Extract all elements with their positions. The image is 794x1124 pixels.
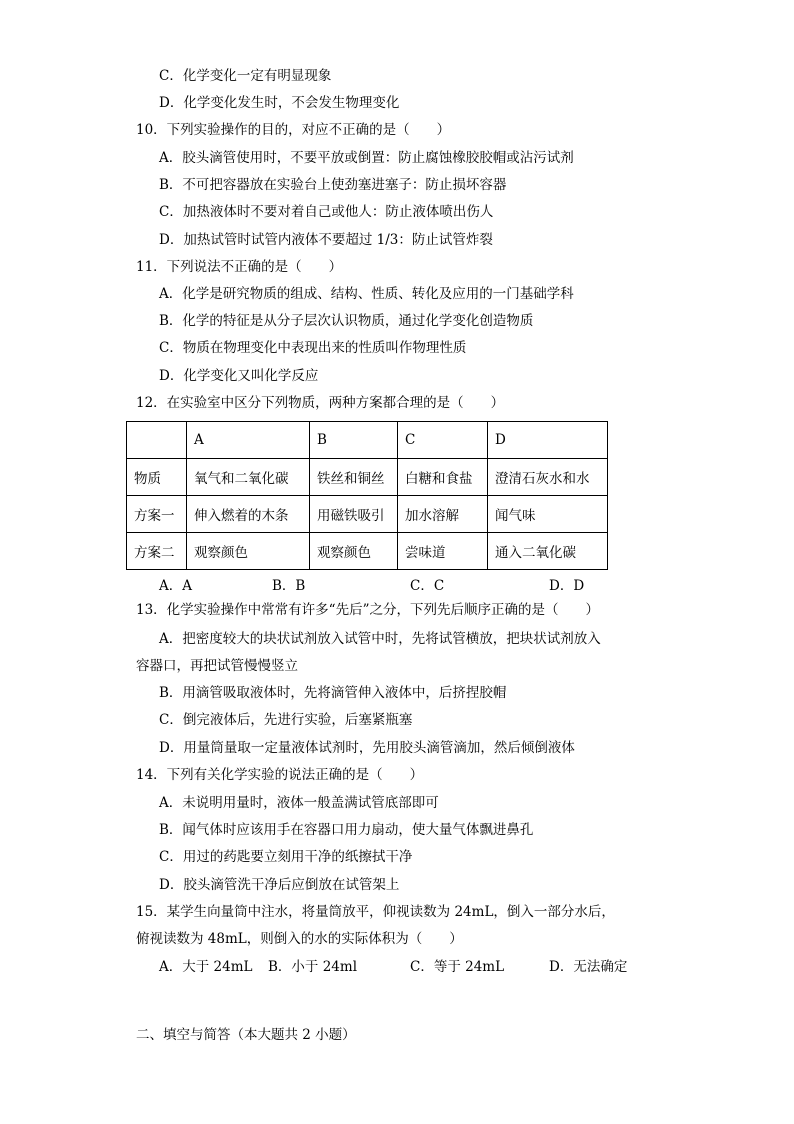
table-row <box>127 496 608 533</box>
table-header-cell: A <box>187 422 310 459</box>
table-cell: 尝味道 <box>398 533 488 570</box>
table-header-cell: D <box>488 422 608 459</box>
q13-option-a: A．把密度较大的块状试剂放入试管中时，先将试管横放，把块状试剂放入 <box>159 631 601 647</box>
q15-answer-b: B．小于 24ml <box>268 959 358 975</box>
table-cell: 加水溶解 <box>398 496 488 533</box>
table-cell: 通入二氧化碳 <box>488 533 608 570</box>
table-cell: 用磁铁吸引 <box>310 496 398 533</box>
q13-option-a-continued: 容器口，再把试管慢慢竖立 <box>136 658 298 674</box>
table-cell: 闻气味 <box>488 496 608 533</box>
q12-answer-a: A．A <box>159 578 192 594</box>
q10-option-b: B．不可把容器放在实验台上使劲塞进塞子：防止损坏容器 <box>159 177 507 193</box>
section-heading: 二、填空与简答（本大题共 2 小题） <box>136 1027 356 1043</box>
table-cell: 白糖和食盐 <box>398 459 488 496</box>
q12-answer-c: C．C <box>410 578 445 594</box>
q9-option-d: D．化学变化发生时，不会发生物理变化 <box>159 95 400 111</box>
q14-option-d: D．胶头滴管洗干净后应倒放在试管架上 <box>159 877 400 893</box>
q15-answer-a: A．大于 24mL <box>159 959 253 975</box>
table-cell: 氧气和二氧化碳 <box>187 459 310 496</box>
q11-option-c: C．物质在物理变化中表现出来的性质叫作物理性质 <box>159 340 467 356</box>
q14-option-a: A．未说明用量时，液体一般盖满试管底部即可 <box>159 795 439 811</box>
q11-option-d: D．化学变化又叫化学反应 <box>159 368 319 384</box>
table-row-label: 方案一 <box>127 496 187 533</box>
q15-answer-c: C．等于 24mL <box>410 959 505 975</box>
q10-option-d: D．加热试管时试管内液体不要超过 1/3：防止试管炸裂 <box>159 232 493 248</box>
q12-table <box>126 421 608 570</box>
table-header-cell: B <box>310 422 398 459</box>
table-row-label: 物质 <box>127 459 187 496</box>
q9-option-c: C．化学变化一定有明显现象 <box>159 68 332 84</box>
table-cell: 观察颜色 <box>310 533 398 570</box>
table-cell: 铁丝和铜丝 <box>310 459 398 496</box>
table-cell <box>127 422 187 459</box>
q13-stem: 13．化学实验操作中常常有许多“先后”之分，下列先后顺序正确的是（ ） <box>136 602 599 618</box>
q14-option-b: B．闻气体时应该用手在容器口用力扇动，使大量气体飘进鼻孔 <box>159 822 534 838</box>
q15-stem: 15．某学生向量筒中注水，将量筒放平，仰视读数为 24mL，倒入一部分水后， <box>136 904 615 920</box>
q10-option-c: C．加热液体时不要对着自己或他人：防止液体喷出伤人 <box>159 204 494 220</box>
q14-option-c: C．用过的药匙要立刻用干净的纸擦拭干净 <box>159 849 413 865</box>
q10-option-a: A．胶头滴管使用时，不要平放或倒置：防止腐蚀橡胶胶帽或沾污试剂 <box>159 150 574 166</box>
table-cell: 澄清石灰水和水 <box>488 459 608 496</box>
q13-option-c: C．倒完液体后，先进行实验，后塞紧瓶塞 <box>159 712 413 728</box>
q12-stem: 12．在实验室中区分下列物质，两种方案都合理的是（ ） <box>136 395 505 411</box>
q15-stem-continued: 俯视读数为 48mL，则倒入的水的实际体积为（ ） <box>136 931 463 947</box>
table-cell: 伸入燃着的木条 <box>187 496 310 533</box>
q15-answer-d: D．无法确定 <box>549 959 628 975</box>
q12-answer-d: D．D <box>549 578 585 594</box>
table-row <box>127 422 608 459</box>
q13-option-d: D．用量筒量取一定量液体试剂时，先用胶头滴管滴加，然后倾倒液体 <box>159 740 575 756</box>
q11-stem: 11．下列说法不正确的是（ ） <box>136 259 343 275</box>
q11-option-a: A．化学是研究物质的组成、结构、性质、转化及应用的一门基础学科 <box>159 286 574 302</box>
q12-answer-b: B．B <box>272 578 306 594</box>
q14-stem: 14．下列有关化学实验的说法正确的是（ ） <box>136 767 424 783</box>
table-cell: 观察颜色 <box>187 533 310 570</box>
table-row-label: 方案二 <box>127 533 187 570</box>
q11-option-b: B．化学的特征是从分子层次认识物质，通过化学变化创造物质 <box>159 313 534 329</box>
q10-stem: 10．下列实验操作的目的，对应不正确的是（ ） <box>136 122 451 138</box>
q13-option-b: B．用滴管吸取液体时，先将滴管伸入液体中，后挤捏胶帽 <box>159 685 507 701</box>
table-header-cell: C <box>398 422 488 459</box>
table-row <box>127 459 608 496</box>
table-row <box>127 533 608 570</box>
